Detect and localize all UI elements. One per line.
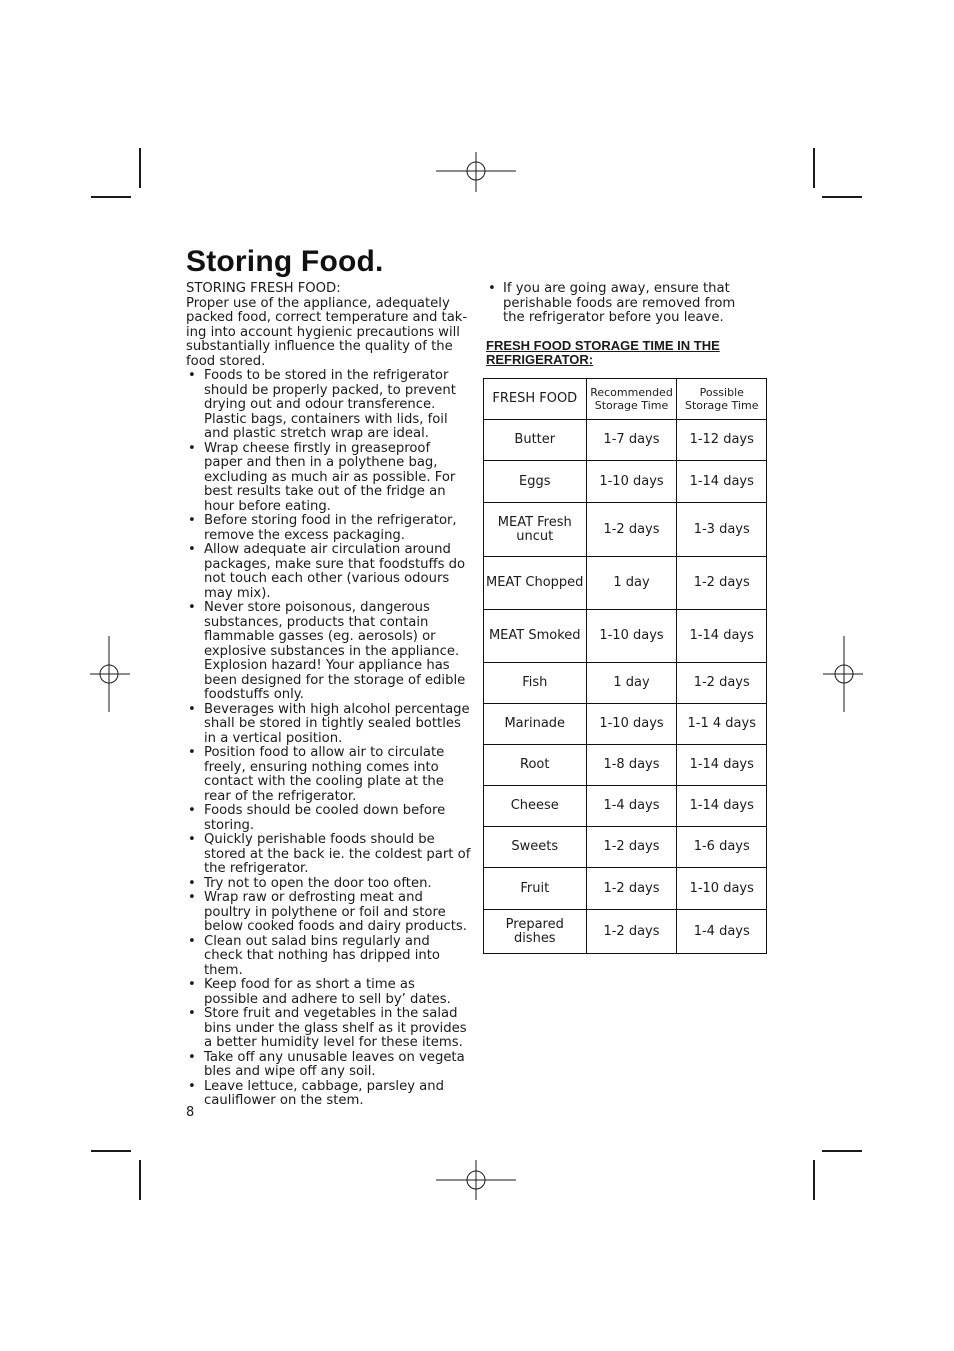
list-item: • Keep food for as short a time as possible and adhere to sell by’ dates.	[186, 978, 471, 1007]
table-cell: 1-10 days	[586, 610, 677, 663]
crop-mark	[813, 1160, 815, 1200]
page-number: 8	[186, 1105, 195, 1120]
right-column	[486, 282, 761, 326]
table-row	[484, 827, 767, 868]
crop-mark	[139, 1160, 141, 1200]
crop-mark	[139, 148, 141, 188]
table-cell: 1-3 days	[677, 503, 767, 557]
table-cell: 1-2 days	[677, 557, 767, 610]
table-cell: 1-8 days	[586, 745, 677, 786]
tips-list	[186, 369, 471, 1109]
table-cell: Cheese	[484, 786, 587, 827]
table-cell: MEAT Fresh uncut	[484, 503, 587, 557]
table-cell: Eggs	[484, 461, 587, 503]
table-cell: 1 day	[586, 663, 677, 704]
table-cell: MEAT Smoked	[484, 610, 587, 663]
table-cell: Root	[484, 745, 587, 786]
list-item: • Leave lettuce, cabbage, parsley and cauliflower on the stem.	[186, 1080, 471, 1109]
table-cell: 1-10 days	[586, 461, 677, 503]
list-item: • Never store poisonous, dangerous substances, products that contain flammable gasses (eg. aerosols) or explosive substances in the appliance. Explosion hazard! Your appliance has been designed for the storage of edible foodstuffs only.	[186, 601, 471, 703]
table-cell: 1-2 days	[586, 827, 677, 868]
table-cell: 1-14 days	[677, 610, 767, 663]
table-cell: 1-7 days	[586, 420, 677, 461]
table-header-row	[484, 379, 767, 420]
table-cell: 1-2 days	[586, 910, 677, 954]
table-row	[484, 910, 767, 954]
left-column	[186, 282, 471, 1109]
registration-mark	[823, 636, 863, 712]
table-row	[484, 663, 767, 704]
table-row	[484, 557, 767, 610]
list-item: • Wrap cheese firstly in greaseproof paper and then in a polythene bag, excluding as much air as possible. For best results take out of the fridge an hour before eating.	[186, 442, 471, 515]
table-cell: 1-14 days	[677, 461, 767, 503]
table-cell: 1-2 days	[586, 868, 677, 910]
crop-mark	[91, 1150, 131, 1152]
table-cell: Butter	[484, 420, 587, 461]
table-cell: Fruit	[484, 868, 587, 910]
table-row	[484, 610, 767, 663]
registration-mark	[436, 152, 516, 192]
column-header: FRESH FOOD	[484, 379, 587, 420]
table-cell: 1-2 days	[677, 663, 767, 704]
table-cell: 1 day	[586, 557, 677, 610]
table-cell: 1-2 days	[586, 503, 677, 557]
table-cell: MEAT Chopped	[484, 557, 587, 610]
table-cell: 1-14 days	[677, 745, 767, 786]
storage-time-table	[483, 378, 767, 954]
list-item: • Beverages with high alcohol percentage shall be stored in tightly sealed bottles in a vertical position.	[186, 703, 471, 747]
list-item: • Foods should be cooled down before storing.	[186, 804, 471, 833]
column-header: Possible Storage Time	[677, 379, 767, 420]
crop-mark	[91, 196, 131, 198]
registration-mark	[90, 636, 130, 712]
list-item: • Foods to be stored in the refrigerator should be properly packed, to prevent drying out and odour transference. Plastic bags, containers with lids, foil and plastic stretch wrap are ideal.	[186, 369, 471, 442]
table-cell: Fish	[484, 663, 587, 704]
table-row	[484, 786, 767, 827]
list-item: • Allow adequate air circulation around packages, make sure that foodstuffs do not touch each other (various odours may mix).	[186, 543, 471, 601]
table-cell: 1-4 days	[677, 910, 767, 954]
table-cell: 1-1 4 days	[677, 704, 767, 745]
list-item: • Position food to allow air to circulate freely, ensuring nothing comes into contact with the cooling plate at the rear of the refrigerator.	[186, 746, 471, 804]
table-row	[484, 704, 767, 745]
table-heading: FRESH FOOD STORAGE TIME IN THE REFRIGERATOR:	[486, 338, 720, 367]
list-item: • Take off any unusable leaves on vegeta bles and wipe off any soil.	[186, 1051, 471, 1080]
list-item: • Try not to open the door too often.	[186, 877, 471, 892]
crop-mark	[822, 196, 862, 198]
list-item: • If you are going away, ensure that perishable foods are removed from the refrigerator before you leave.	[486, 282, 761, 326]
list-item: • Store fruit and vegetables in the salad bins under the glass shelf as it provides a better humidity level for these items.	[186, 1007, 471, 1051]
intro-paragraph: Proper use of the appliance, adequately packed food, correct temperature and tak-ing into account hygienic precautions will substantially influence the quality of the food stored.	[186, 295, 468, 369]
table-cell: 1-14 days	[677, 786, 767, 827]
table-row	[484, 503, 767, 557]
list-item: • Clean out salad bins regularly and check that nothing has dripped into them.	[186, 935, 471, 979]
table-cell: Marinade	[484, 704, 587, 745]
list-item: • Quickly perishable foods should be stored at the back ie. the coldest part of the refrigerator.	[186, 833, 471, 877]
table-cell: 1-6 days	[677, 827, 767, 868]
column-header: Recommended Storage Time	[586, 379, 677, 420]
table-cell: 1-10 days	[586, 704, 677, 745]
registration-mark	[436, 1160, 516, 1200]
table-row	[484, 745, 767, 786]
table-cell: Sweets	[484, 827, 587, 868]
list-item: • Before storing food in the refrigerator, remove the excess packaging.	[186, 514, 471, 543]
table-cell: 1-10 days	[677, 868, 767, 910]
page-title: Storing Food.	[186, 245, 384, 278]
table-row	[484, 461, 767, 503]
tips-list	[486, 282, 761, 326]
section-heading: STORING FRESH FOOD:	[186, 281, 341, 296]
crop-mark	[822, 1150, 862, 1152]
list-item: • Wrap raw or defrosting meat and poultry in polythene or foil and store below cooked foods and dairy products.	[186, 891, 471, 935]
table-cell: Prepared dishes	[484, 910, 587, 954]
table-cell: 1-4 days	[586, 786, 677, 827]
table-row	[484, 420, 767, 461]
table-cell: 1-12 days	[677, 420, 767, 461]
table-row	[484, 868, 767, 910]
crop-mark	[813, 148, 815, 188]
